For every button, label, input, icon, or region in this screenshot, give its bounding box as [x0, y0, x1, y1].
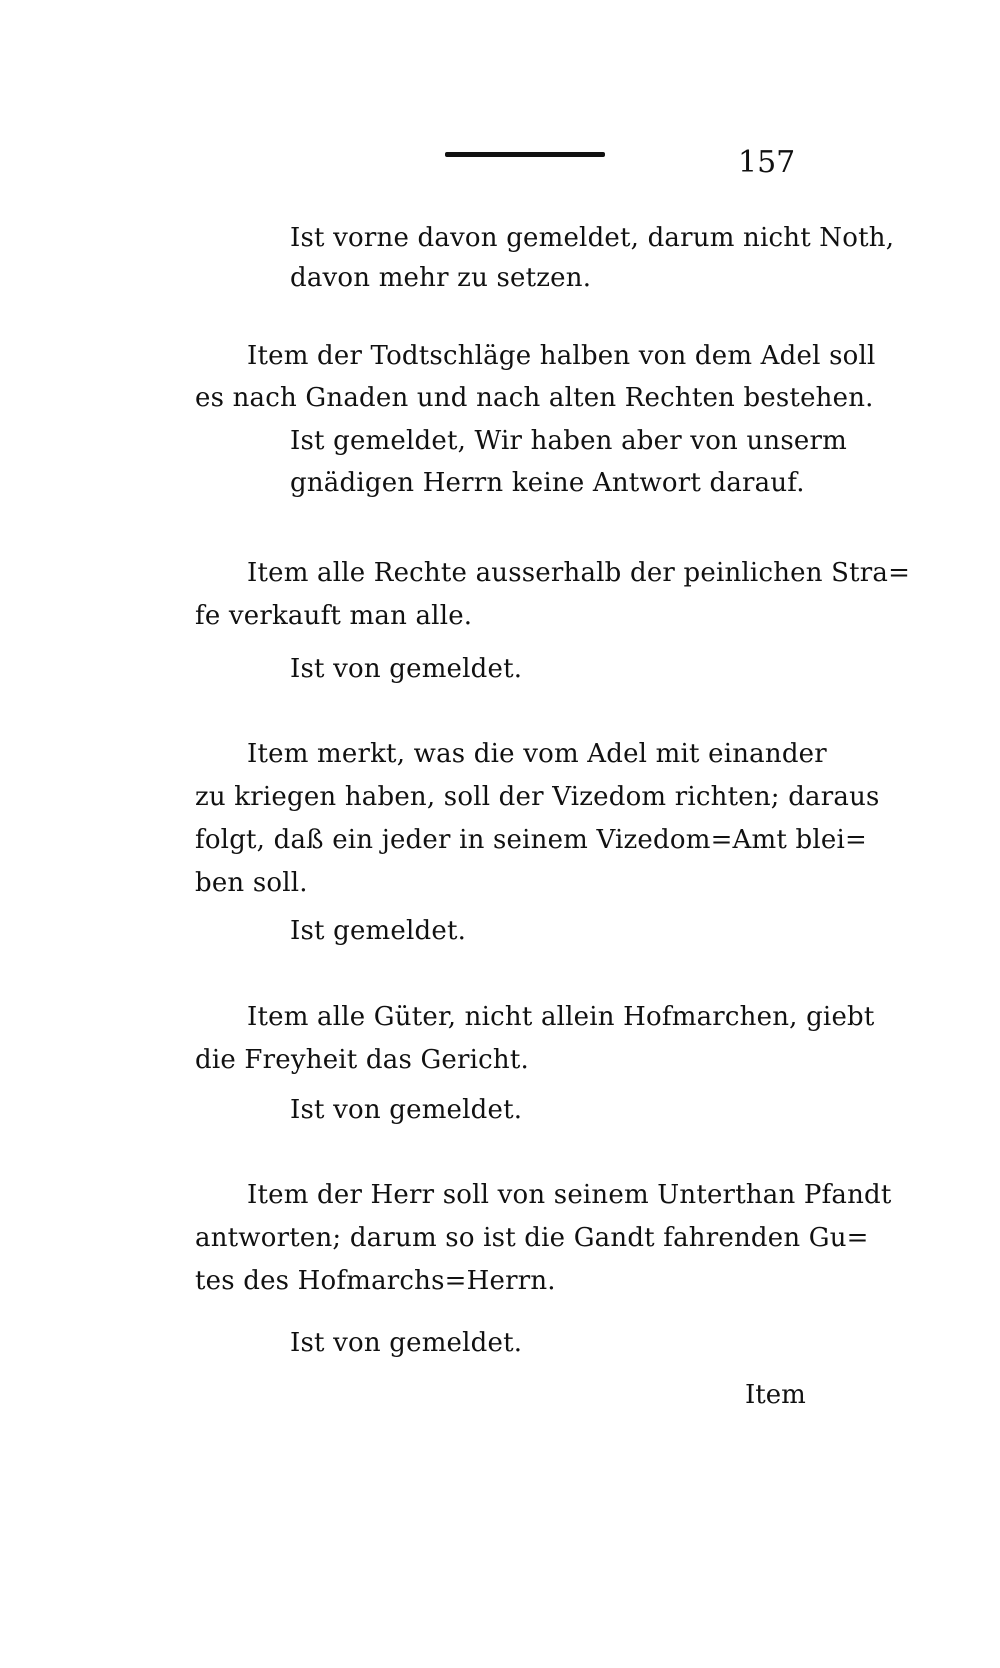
text-line-10: Item merkt, was die vom Adel mit einander: [247, 739, 827, 769]
text-line-16: die Freyheit das Gericht.: [195, 1045, 529, 1075]
text-line-8: fe verkauft man alle.: [195, 601, 473, 631]
text-line-12: folgt, daß ein jeder in seinem Vizedom=Amt blei=: [195, 825, 867, 855]
text-line-5: Ist gemeldet, Wir haben aber von unserm: [290, 426, 847, 456]
catchword: Item: [745, 1380, 806, 1410]
text-line-3: Item der Todtschläge halben von dem Adel soll: [247, 341, 876, 371]
text-line-11: zu kriegen haben, soll der Vizedom richten; daraus: [195, 782, 880, 812]
text-line-9: Ist von gemeldet.: [290, 654, 523, 684]
text-line-19: antworten; darum so ist die Gandt fahrenden Gu=: [195, 1223, 869, 1253]
text-line-18: Item der Herr soll von seinem Unterthan Pfandt: [247, 1180, 892, 1210]
text-line-14: Ist gemeldet.: [290, 916, 467, 946]
text-line-15: Item alle Güter, nicht allein Hofmarchen, giebt: [247, 1002, 875, 1032]
page-number: 157: [738, 145, 796, 180]
text-line-2: davon mehr zu setzen.: [290, 263, 592, 293]
header-rule: [445, 152, 605, 157]
text-line-7: Item alle Rechte ausserhalb der peinlichen Stra=: [247, 558, 911, 588]
text-line-1-content: Ist vorne davon gemeldet, darum nicht Noth,: [290, 223, 895, 253]
text-line-4: es nach Gnaden und nach alten Rechten bestehen.: [195, 383, 874, 413]
text-line-21: Ist von gemeldet.: [290, 1328, 523, 1358]
text-line-6: gnädigen Herrn keine Antwort darauf.: [290, 468, 805, 498]
text-line-17: Ist von gemeldet.: [290, 1095, 523, 1125]
text-line-20: tes des Hofmarchs=Herrn.: [195, 1266, 556, 1296]
text-line-1: [290, 223, 895, 253]
text-line-13: ben soll.: [195, 868, 308, 898]
